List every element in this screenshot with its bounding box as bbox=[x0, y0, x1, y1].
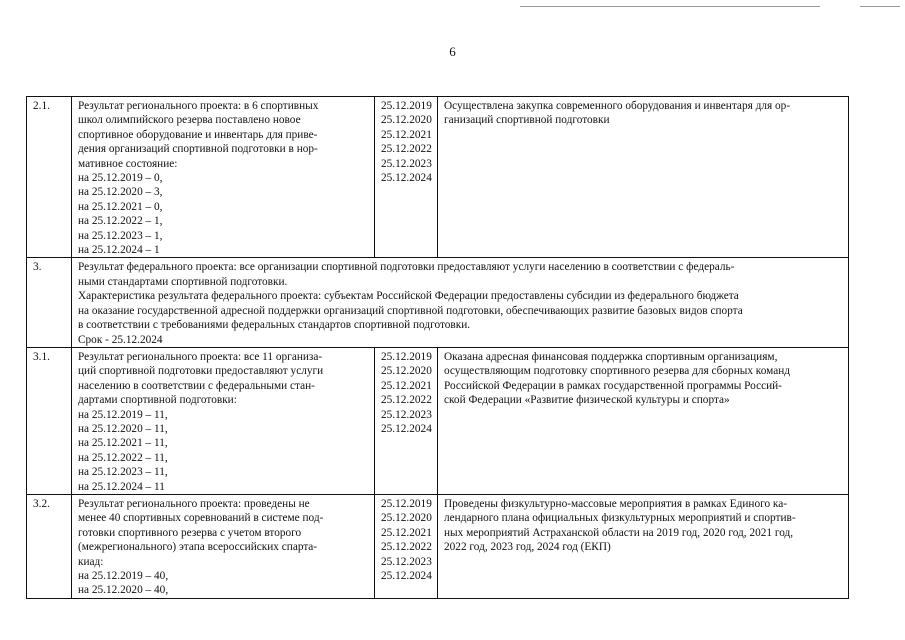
federal-result-line: Срок - 25.12.2024 bbox=[78, 333, 163, 346]
outcome-line: ганизаций спортивной подготовки bbox=[444, 114, 610, 127]
plan-table-body bbox=[27, 97, 849, 599]
regional-result-line: Результат регионального проекта: все 11 организа- bbox=[78, 350, 323, 363]
deadline-cell bbox=[375, 97, 438, 258]
row-number: 3. bbox=[27, 258, 72, 347]
row-number: 2.1. bbox=[27, 97, 72, 258]
deadline-date: 25.12.2023 bbox=[381, 157, 432, 170]
federal-result-cell bbox=[72, 258, 849, 347]
regional-result-line: на 25.12.2022 – 11, bbox=[78, 451, 168, 464]
outcome-line: Оказана адресная финансовая поддержка спортивным организациям, bbox=[444, 350, 778, 363]
regional-result-line: (межрегионального) этапа всероссийских спартa- bbox=[78, 541, 318, 554]
regional-result-line: на 25.12.2020 – 3, bbox=[78, 186, 163, 199]
federal-result-line: Результат федерального проекта: все организации спортивной подготовки предоставляют услуги населению в соответствии с федераль- bbox=[78, 261, 735, 274]
outcome-cell bbox=[438, 347, 849, 494]
regional-result-line: на 25.12.2019 – 40, bbox=[78, 570, 169, 582]
regional-result-line: готовки спортивного резерва с учетом второго bbox=[78, 526, 302, 539]
table-row bbox=[27, 347, 849, 494]
deadline-date: 25.12.2024 bbox=[381, 570, 432, 582]
regional-result-line: Результат регионального проекта: проведены не bbox=[78, 497, 310, 510]
scan-artifact-line bbox=[520, 6, 820, 7]
federal-result-line: Характеристика результата федерального проекта: субъектам Российской Федерации предоставлены субсидии из федерального бюджета bbox=[78, 290, 739, 303]
table-row bbox=[27, 97, 849, 258]
regional-result-cell bbox=[72, 97, 375, 258]
federal-result-line: в соответствии с требованиями федеральных стандартов спортивной подготовки. bbox=[78, 319, 471, 332]
row-number: 3.1. bbox=[27, 347, 72, 494]
regional-result-line: населению в соответствии с федеральными стан- bbox=[78, 379, 315, 392]
deadline-date: 25.12.2021 bbox=[381, 526, 432, 539]
deadline-date: 25.12.2024 bbox=[381, 422, 432, 435]
outcome-line: 2022 год, 2023 год, 2024 год (ЕКП) bbox=[444, 541, 611, 554]
outcome-cell bbox=[438, 97, 849, 258]
regional-result-line: киад: bbox=[78, 555, 104, 568]
outcome-line: Осуществлена закупка современного оборудования и инвентаря для ор- bbox=[444, 100, 791, 112]
regional-result-line: на 25.12.2023 – 1, bbox=[78, 229, 163, 242]
deadline-date: 25.12.2019 bbox=[381, 100, 432, 112]
regional-result-line: на 25.12.2021 – 0, bbox=[78, 200, 163, 213]
plan-table bbox=[26, 96, 849, 599]
regional-result-line: на 25.12.2020 – 11, bbox=[78, 422, 168, 435]
scan-artifact-line-2 bbox=[860, 6, 900, 7]
outcome-line: Российской Федерации в рамках государственной программы Россий- bbox=[444, 379, 782, 392]
deadline-date: 25.12.2022 bbox=[381, 143, 432, 156]
outcome-line: осуществляющим подготовку спортивного резерва для сборных команд bbox=[444, 365, 791, 378]
outcome-line: лендарного плана официальных физкультурных мероприятий и спортив- bbox=[444, 512, 796, 525]
deadline-date: 25.12.2022 bbox=[381, 541, 432, 554]
deadline-date: 25.12.2022 bbox=[381, 394, 432, 407]
table-row bbox=[27, 494, 849, 598]
regional-result-line: менее 40 спортивных соревнований в системе под- bbox=[78, 512, 324, 525]
regional-result-line: на 25.12.2024 – 11 bbox=[78, 480, 165, 493]
regional-result-cell bbox=[72, 347, 375, 494]
regional-result-line: на 25.12.2021 – 11, bbox=[78, 437, 168, 450]
federal-result-line: на оказание государственной адресной поддержки организаций спортивной подготовки, обеспечивающих развитие базовых видов спорта bbox=[78, 304, 743, 317]
regional-result-line: на 25.12.2022 – 1, bbox=[78, 215, 163, 228]
outcome-cell bbox=[438, 494, 849, 598]
deadline-cell bbox=[375, 347, 438, 494]
regional-result-line: ций спортивной подготовки предоставляют услуги bbox=[78, 365, 324, 378]
page-number: 6 bbox=[449, 44, 456, 59]
regional-result-cell bbox=[72, 494, 375, 598]
regional-result-line: на 25.12.2024 – 1 bbox=[78, 244, 160, 257]
regional-result-line: на 25.12.2023 – 11, bbox=[78, 466, 168, 479]
deadline-date: 25.12.2023 bbox=[381, 555, 432, 568]
deadline-date: 25.12.2019 bbox=[381, 497, 432, 510]
outcome-line: ской Федерации «Развитие физической культуры и спорта» bbox=[444, 394, 730, 407]
regional-result-line: на 25.12.2019 – 0, bbox=[78, 172, 163, 185]
outcome-line: ных мероприятий Астраханской области на 2019 год, 2020 год, 2021 год, bbox=[444, 526, 794, 539]
deadline-date: 25.12.2020 bbox=[381, 365, 432, 378]
regional-result-line: мативное состояние: bbox=[78, 157, 178, 170]
deadline-date: 25.12.2023 bbox=[381, 408, 432, 421]
regional-result-line: на 25.12.2020 – 40, bbox=[78, 584, 169, 597]
deadline-date: 25.12.2019 bbox=[381, 350, 432, 363]
federal-result-line: ными стандартами спортивной подготовки. bbox=[78, 275, 288, 288]
table-row bbox=[27, 258, 849, 347]
deadline-date: 25.12.2020 bbox=[381, 114, 432, 127]
regional-result-line: школ олимпийского резерва поставлено новое bbox=[78, 114, 301, 127]
regional-result-line: спортивное оборудование и инвентарь для приве- bbox=[78, 128, 318, 141]
regional-result-line: на 25.12.2019 – 11, bbox=[78, 408, 168, 421]
regional-result-line: дения организаций спортивной подготовки в нор- bbox=[78, 143, 318, 156]
row-number: 3.2. bbox=[27, 494, 72, 598]
regional-result-line: Результат регионального проекта: в 6 спортивных bbox=[78, 100, 319, 112]
deadline-cell bbox=[375, 494, 438, 598]
regional-result-line: дартами спортивной подготовки: bbox=[78, 394, 237, 407]
deadline-date: 25.12.2021 bbox=[381, 379, 432, 392]
deadline-date: 25.12.2020 bbox=[381, 512, 432, 525]
deadline-date: 25.12.2024 bbox=[381, 172, 432, 185]
deadline-date: 25.12.2021 bbox=[381, 128, 432, 141]
outcome-line: Проведены физкультурно-массовые мероприятия в рамках Единого ка- bbox=[444, 497, 788, 510]
